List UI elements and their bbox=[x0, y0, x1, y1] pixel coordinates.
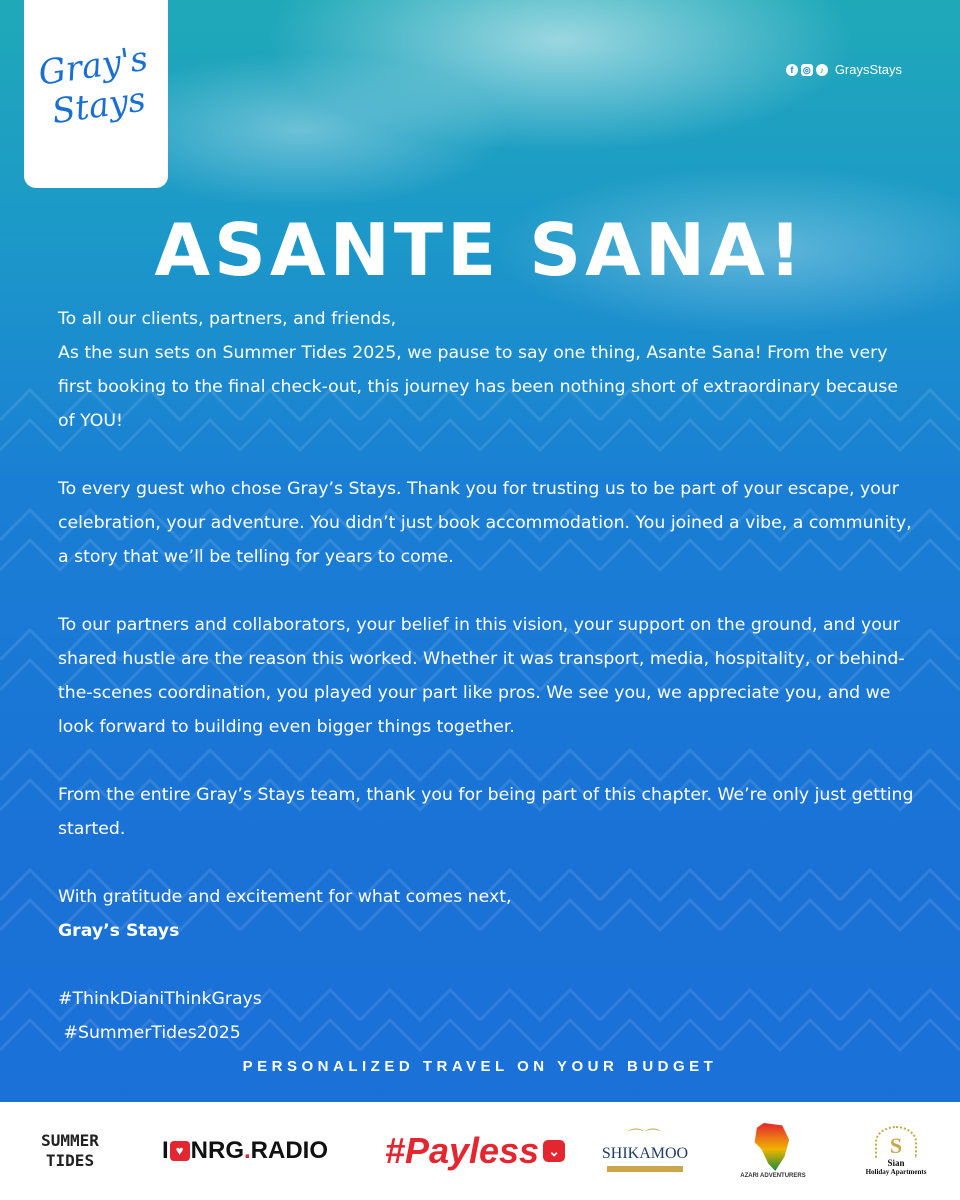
facebook-icon[interactable]: f bbox=[786, 64, 798, 76]
chevron-down-icon: ⌄ bbox=[543, 1140, 565, 1162]
page-title: ASANTE SANA! bbox=[154, 208, 806, 292]
sunburst-icon: ⌒⌒ bbox=[627, 1128, 662, 1146]
social-handles bbox=[786, 62, 902, 77]
social-handle[interactable]: GraysStays bbox=[834, 62, 902, 77]
brand-logo bbox=[24, 0, 168, 188]
instagram-icon[interactable]: ◎ bbox=[801, 64, 813, 76]
closing: With gratitude and excitement for what comes next, bbox=[58, 887, 512, 907]
salutation: To all our clients, partners, and friends, bbox=[58, 309, 397, 329]
paragraph-3: To our partners and collaborators, your belief in this vision, your support on the ground, and your shared hustle are the reason this worked. Whether it was transport, media, hospitality, or behind-the-scenes coordination, you played your part like pros. We see you, we appreciate you, and we look forward to building even bigger things together. bbox=[58, 615, 905, 737]
nrg-radio-logo: I ♥ NRG . RADIO bbox=[161, 1137, 329, 1164]
hashtag-summer-tides[interactable]: #SummerTides2025 bbox=[58, 1023, 241, 1043]
azari-adventurers-logo: AZARI ADVENTURERS bbox=[728, 1102, 818, 1200]
paragraph-4: From the entire Gray’s Stays team, thank you for being part of this chapter. We’re only just getting started. bbox=[58, 785, 914, 839]
logo-wordmark: Gray's Stays bbox=[36, 38, 151, 133]
paragraph-1: As the sun sets on Summer Tides 2025, we pause to say one thing, Asante Sana! From the very first booking to the final check-out, this journey has been nothing short of extraordinary because of YOU! bbox=[58, 343, 898, 431]
letter-body bbox=[58, 302, 918, 1050]
shikamoo-logo: ⌒⌒ SHIKAMOO bbox=[600, 1102, 690, 1200]
sian-emblem-icon: S bbox=[875, 1126, 917, 1158]
paragraph-2: To every guest who chose Gray’s Stays. Thank you for trusting us to be part of your escape, your celebration, your adventure. You didn’t just book accommodation. You joined a vibe, a community, a story that we’ll be telling for years to come. bbox=[58, 479, 912, 567]
hashtag-think-diani[interactable]: #ThinkDianiThinkGrays bbox=[58, 989, 262, 1009]
africa-map-icon bbox=[750, 1123, 796, 1171]
tagline: PERSONALIZED TRAVEL ON YOUR BUDGET bbox=[242, 1058, 718, 1075]
payless-logo: #Payless ⌄ bbox=[365, 1102, 585, 1200]
partner-logos-bar bbox=[0, 1102, 960, 1200]
heart-icon: ♥ bbox=[170, 1141, 190, 1161]
tiktok-icon[interactable]: ♪ bbox=[816, 64, 828, 76]
sian-holiday-apartments-logo: S Sian Holiday Apartments bbox=[850, 1102, 942, 1200]
summer-tides-logo: SUMMER TIDES bbox=[41, 1131, 99, 1170]
signature: Gray’s Stays bbox=[58, 921, 180, 941]
